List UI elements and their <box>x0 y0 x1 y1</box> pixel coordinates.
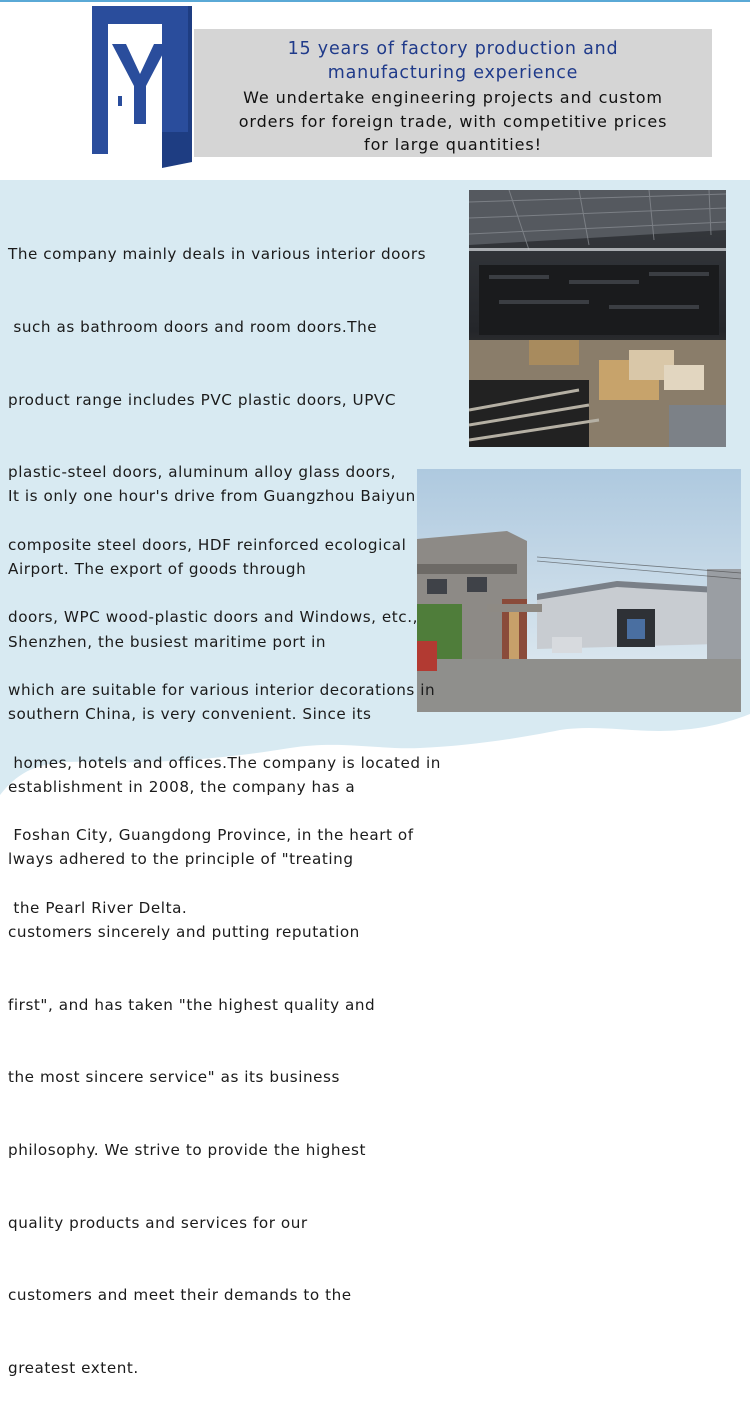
text-line: customers sincerely and putting reputation <box>8 923 360 942</box>
banner-subtitle-line: orders for foreign trade, with competitive prices <box>238 111 668 131</box>
text-line: plastic-steel doors, aluminum alloy glass doors, <box>8 463 397 482</box>
text-line: Foshan City, Guangdong Province, in the heart of <box>8 826 414 845</box>
text-line: doors, WPC wood-plastic doors and Windows, etc., <box>8 608 418 627</box>
factory-exterior-photo <box>417 469 741 712</box>
top-accent-line <box>0 0 750 2</box>
text-line: lways adhered to the principle of "treating <box>8 850 354 869</box>
text-line: homes, hotels and offices.The company is located in <box>8 753 441 772</box>
text-line: first", and has taken "the highest quality and <box>8 995 376 1014</box>
company-logo <box>92 4 192 168</box>
text-line: the Pearl River Delta. <box>8 898 188 917</box>
text-line: southern China, is very convenient. Since its <box>8 705 372 724</box>
company-history-paragraph <box>8 436 416 1404</box>
text-line: The company mainly deals in various interior doors <box>8 245 427 264</box>
banner-title <box>194 37 712 85</box>
text-line: philosophy. We strive to provide the highest <box>8 1140 366 1159</box>
text-line: Shenzhen, the busiest maritime port in <box>8 632 327 651</box>
text-line: the most sincere service" as its business <box>8 1068 340 1087</box>
text-line: such as bathroom doors and room doors.The <box>8 318 378 337</box>
text-line: quality products and services for our <box>8 1213 308 1232</box>
text-line: composite steel doors, HDF reinforced ecological <box>8 535 407 554</box>
text-line: Airport. The export of goods through <box>8 560 307 579</box>
text-line: product range includes PVC plastic doors, UPVC <box>8 390 397 409</box>
banner-subtitle <box>194 86 712 157</box>
text-line: greatest extent. <box>8 1358 139 1377</box>
banner-subtitle-line: for large quantities! <box>364 135 542 154</box>
text-line: customers and meet their demands to the <box>8 1286 352 1305</box>
warehouse-interior-photo <box>469 190 726 447</box>
text-line: which are suitable for various interior decorations in <box>8 681 436 700</box>
text-line: It is only one hour's drive from Guangzhou Baiyun <box>8 487 416 506</box>
banner-title-line: manufacturing experience <box>327 63 579 83</box>
text-line: establishment in 2008, the company has a <box>8 777 356 796</box>
banner-subtitle-line: We undertake engineering projects and custom <box>243 88 663 107</box>
header-banner <box>194 29 712 157</box>
banner-title-line: 15 years of factory production and <box>287 39 619 59</box>
